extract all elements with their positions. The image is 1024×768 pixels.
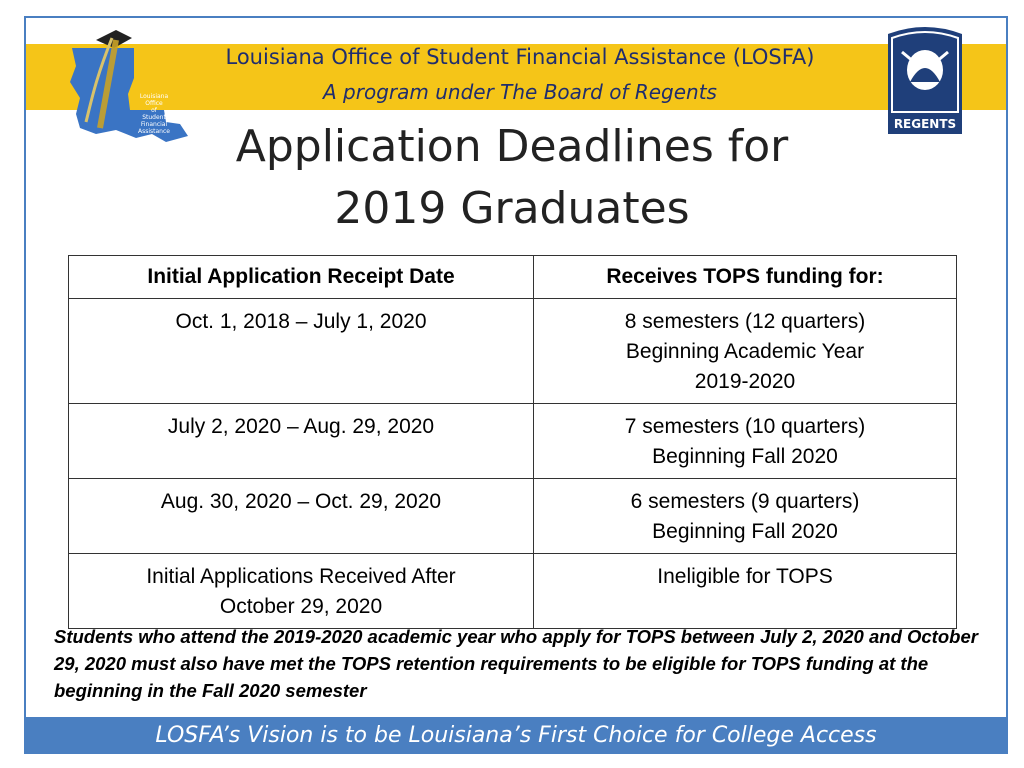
cell-date [69,479,534,554]
cell-line: 2019-2020 [694,370,796,393]
cell-line: 7 semesters (10 quarters) [624,415,866,438]
cell-funding [534,479,957,554]
cell-line: Oct. 1, 2018 – July 1, 2020 [175,310,427,333]
cell-line: Aug. 30, 2020 – Oct. 29, 2020 [160,490,442,513]
regents-logo-text: REGENTS [893,117,957,131]
cell-date [69,404,534,479]
title-line-1: Application Deadlines for [235,121,789,172]
cell-line: Initial Applications Received After [146,565,456,588]
cell-funding [534,554,957,629]
table-header-row [69,256,957,299]
cell-funding [534,404,957,479]
table-row [69,299,957,404]
page-title [100,116,924,240]
table-row [69,404,957,479]
svg-text:of: of [151,107,157,114]
deadlines-table [68,255,957,629]
organization-subtitle: A program under The Board of Regents [323,80,717,104]
cell-date [69,554,534,629]
cell-line: Beginning Fall 2020 [652,445,838,468]
header-receipt-date: Initial Application Receipt Date [69,256,534,299]
svg-text:Louisiana: Louisiana [139,93,169,100]
organization-name: Louisiana Office of Student Financial Assistance (LOSFA) [225,45,815,69]
cell-line: July 2, 2020 – Aug. 29, 2020 [167,415,435,438]
title-line-2: 2019 Graduates [334,183,690,234]
footer-vision: LOSFA’s Vision is to be Louisiana’s First Choice for College Access [26,717,1006,754]
svg-text:Financial: Financial [140,121,168,128]
cell-line: 6 semesters (9 quarters) [630,490,860,513]
table-row [69,479,957,554]
svg-text:Assistance: Assistance [138,128,170,135]
cell-line: 8 semesters (12 quarters) [624,310,866,333]
cell-line: Beginning Academic Year [625,340,865,363]
cell-line: October 29, 2020 [219,595,383,618]
svg-text:Office: Office [145,100,163,107]
svg-text:Student: Student [142,114,166,121]
cell-line: Beginning Fall 2020 [652,520,838,543]
cell-line: Ineligible for TOPS [657,565,833,588]
eligibility-note: Students who attend the 2019-2020 academic year who apply for TOPS between July 2, 2020 and October 29, 2020 must also have met the TOPS retention requirements to be eligible for TOPS funding at the beginning in the Fall 2020 semester [54,626,978,701]
table-row [69,554,957,629]
cell-funding [534,299,957,404]
header-tops-funding: Receives TOPS funding for: [534,256,957,299]
cell-date [69,299,534,404]
